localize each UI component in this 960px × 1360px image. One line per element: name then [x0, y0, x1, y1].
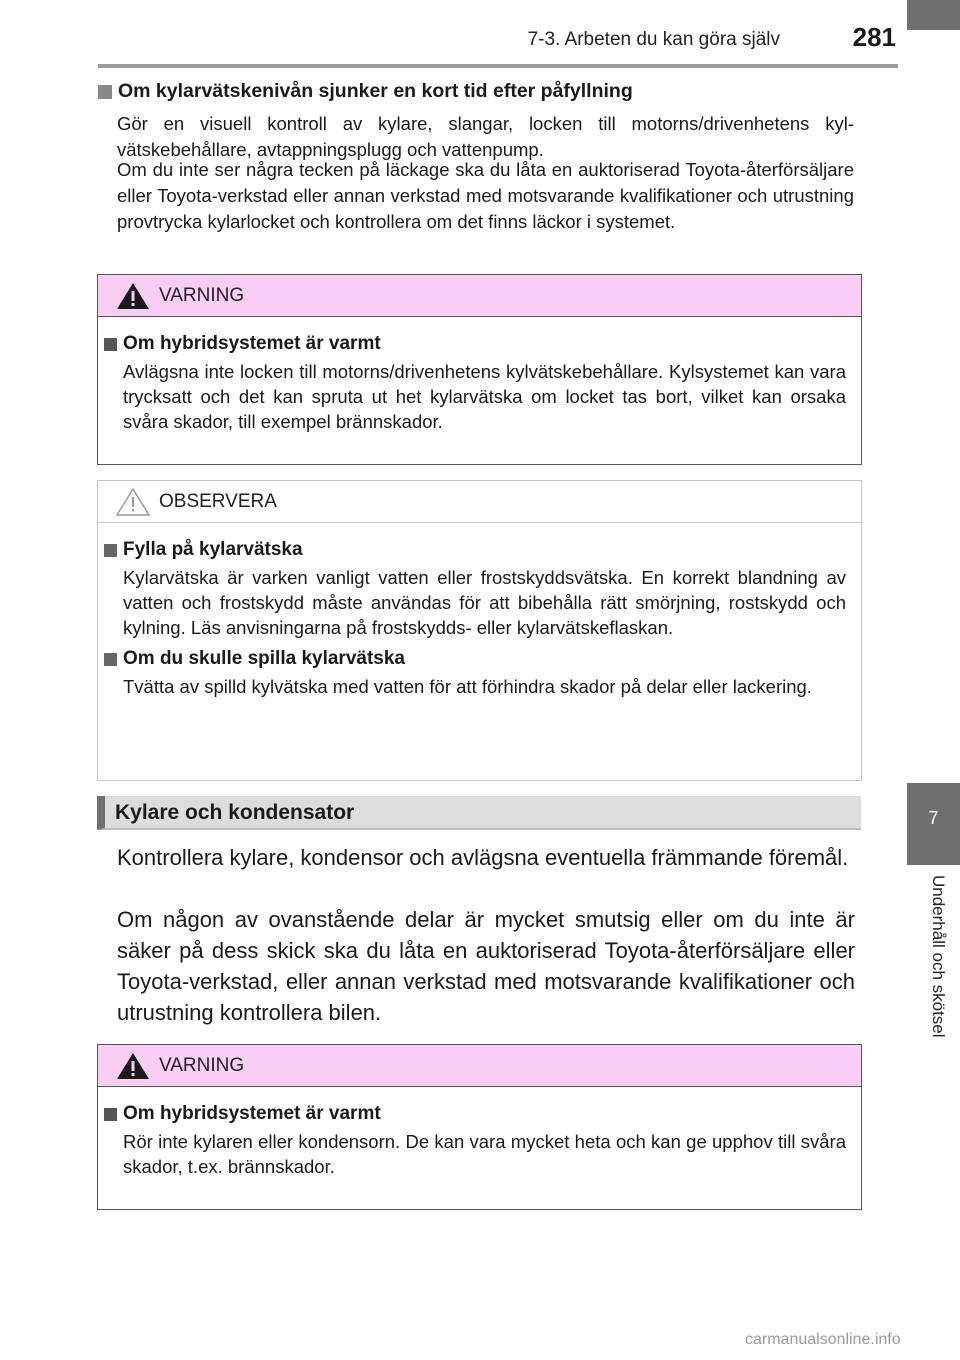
- bullet-square-icon: [104, 544, 117, 557]
- header-rule: [98, 64, 898, 68]
- notice-item-title: Fylla på kylarvätska: [123, 539, 303, 560]
- notice-box: [97, 480, 862, 781]
- notice-item-text: Tvätta av spilld kylvätska med vatten för att förhindra skador på delar eller lackering.: [123, 676, 812, 697]
- caution-triangle-icon: [115, 487, 151, 517]
- warning-triangle-icon: [115, 281, 151, 311]
- warning-item-text: Avlägsna inte locken till motorns/drivenhetens kylvätskebehållare. Kylsystemet kan vara trycksatt och det kan spruta ut het kylarvätska om locket tas bort, vilket kan orsaka svåra skador, till exempel brännskador.: [123, 361, 846, 432]
- intro-paragraph-2: Om du inte ser några tecken på läckage ska du låta en auktoriserad Toyota-återförsäljare eller Toyota-verkstad eller annan verkstad med motsvarande kvalifikationer och utrustning provtrycka kylarlocket och kontrollera om det finns läckor i systemet.: [117, 159, 854, 232]
- bullet-square-icon: [104, 1108, 117, 1121]
- bullet-square-icon: [104, 338, 117, 351]
- notice-item-text: Kylarvätska är varken vanligt vatten eller frostskyddsvätska. En korrekt blandning av vatten och frostskydd måste användas för att bibehålla rätt smörjning, rostskydd och kylning. Läs anvisningarna på frostskydds- eller kylarvätskeflaskan.: [123, 567, 846, 638]
- watermark: carmanualsonline.info: [745, 1331, 901, 1348]
- warning-item-heading: [104, 333, 846, 355]
- intro-heading-text: Om kylarvätskenivån sjunker en kort tid efter påfyllning: [118, 80, 633, 102]
- warning-item-text: Rör inte kylaren eller kondensorn. De kan vara mycket heta och kan ge upphov till svåra skador, t.ex. brännskador.: [123, 1131, 846, 1177]
- intro-paragraph-1: Gör en visuell kontroll av kylare, slangar, locken till motorns/drivenhetens kylvätskebehållare, avtappningsplugg och vattenpump.: [117, 113, 854, 160]
- chapter-tab[interactable]: [907, 783, 960, 865]
- warning-header: [98, 275, 861, 317]
- warning-box-2: [97, 1044, 862, 1210]
- chapter-label: Underhåll och skötsel: [929, 875, 948, 1038]
- bullet-square-icon: [98, 85, 112, 99]
- section-paragraph-2: Om någon av ovanstående delar är mycket smutsig eller om du inte är säker på dess skick ska du låta en auktoriserad Toyota-återförsäljare eller Toyota-verkstad, eller annan verkstad med motsvarande kvalifikationer och utrustning kontrollera bilen.: [117, 907, 855, 1025]
- section-paragraph-1: Kontrollera kylare, kondensor och avlägsna eventuella främmande föremål.: [117, 845, 849, 870]
- page-number: 281: [852, 22, 896, 52]
- warning-label: VARNING: [159, 284, 245, 306]
- warning-triangle-icon: [115, 1051, 151, 1081]
- warning-box-1: [97, 274, 862, 465]
- warning-item-title: Om hybridsystemet är varmt: [123, 333, 381, 354]
- notice-item-heading: [104, 648, 846, 670]
- running-header: 7-3. Arbeten du kan göra själv: [527, 29, 780, 50]
- bullet-square-icon: [104, 653, 117, 666]
- notice-item-heading: [104, 539, 846, 561]
- warning-label: VARNING: [159, 1054, 245, 1076]
- warning-item-heading: [104, 1103, 846, 1125]
- section-title: Kylare och kondensator: [97, 796, 861, 830]
- side-tab-top: [907, 0, 960, 30]
- notice-header: [98, 481, 861, 523]
- warning-header: [98, 1045, 861, 1087]
- chapter-number: 7: [928, 808, 939, 828]
- warning-item-title: Om hybridsystemet är varmt: [123, 1103, 381, 1124]
- notice-label: OBSERVERA: [159, 490, 277, 512]
- notice-item-title: Om du skulle spilla kylarvätska: [123, 648, 405, 669]
- intro-heading: [98, 80, 633, 103]
